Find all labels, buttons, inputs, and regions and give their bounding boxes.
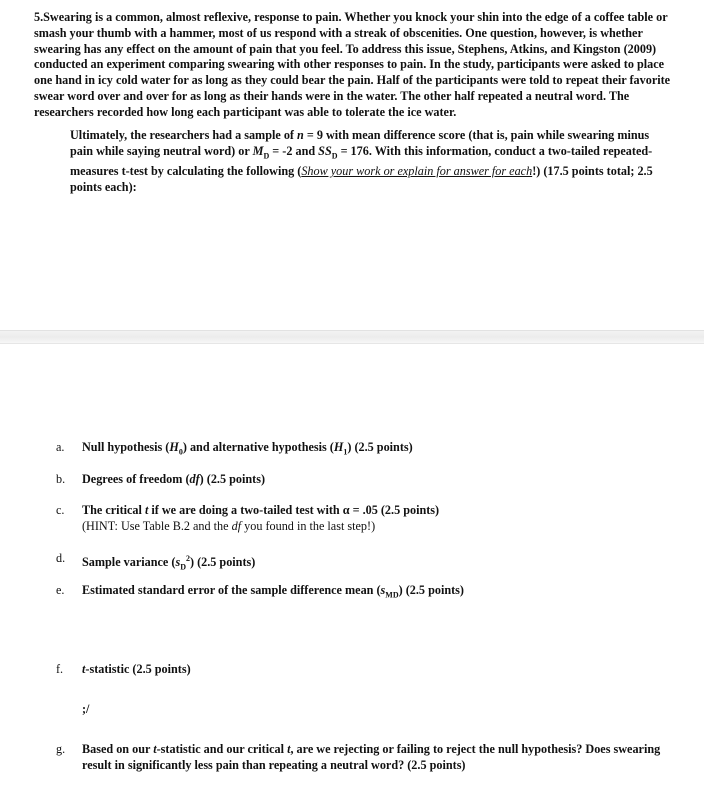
- question-marker: c.: [56, 503, 65, 517]
- question-hint: (HINT: Use Table B.2 and the df you found in the last step!): [82, 518, 376, 533]
- question-marker: b.: [56, 472, 66, 486]
- question-marker: f.: [56, 662, 64, 676]
- page-separator: [0, 330, 704, 344]
- detail-paragraph: Ultimately, the researchers had a sample of n = 9 with mean difference score (that is, pain while swearing minus pain while saying neutral word) or $M_D = -2$ and $SS_D = 176$. With this information, conduct a two-tailed repeated-measures t-test by calculating the following (Show your work or explain for answer for each!) (17.5 points total; 2.5 points each):: [70, 128, 653, 194]
- question-text: Estimated standard error of the sample difference mean $(s_{MD})$ (2.5 points): [82, 583, 464, 600]
- instruction-link[interactable]: Show your work or explain for answer for each: [301, 164, 533, 179]
- question-text: Sample variance $(s_D^2)$ (2.5 points): [82, 554, 256, 572]
- question-marker: e.: [56, 583, 65, 597]
- question-text: The critical t if we are doing a two-tailed test with α = .05 (2.5 points) (HINT: Use Table B.2 and the df you found in the last step!): [82, 503, 672, 535]
- question-text: Degrees of freedom (df) (2.5 points): [82, 472, 265, 486]
- question-text: t-statistic (2.5 points): [82, 662, 191, 676]
- question-text: Based on our t-statistic and our critical t, are we rejecting or failing to reject the null hypothesis? Does swearing result in significantly less pain than repeating a neutral word? (2.5 points): [82, 742, 661, 772]
- question-text: Null hypothesis $(H_0)$ and alternative hypothesis $(H_1)$ (2.5 points): [82, 440, 413, 457]
- question-marker: d.: [56, 551, 66, 565]
- student-answer-text: ;/: [82, 702, 90, 716]
- intro-paragraph: 5.Swearing is a common, almost reflexive, response to pain. Whether you knock your shin into the edge of a coffee table or smash your thumb with a hammer, most of us respond with a streak of obscenities. One question, however, is whether swearing has any effect on the amount of pain that you feel. To address this issue, Stephens, Atkins, and Kingston (2009) conducted an experiment comparing swearing with other responses to pain. In the study, participants were asked to place one hand in icy cold water for as long as they could bear the pain. Half of the participants were told to repeat their favorite swear word over and over for as long as their hands were in the water. The other half repeated a neutral word. The researchers recorded how long each participant was able to tolerate the ice water.: [34, 10, 671, 119]
- question-marker: g.: [56, 742, 66, 756]
- question-marker: a.: [56, 440, 65, 454]
